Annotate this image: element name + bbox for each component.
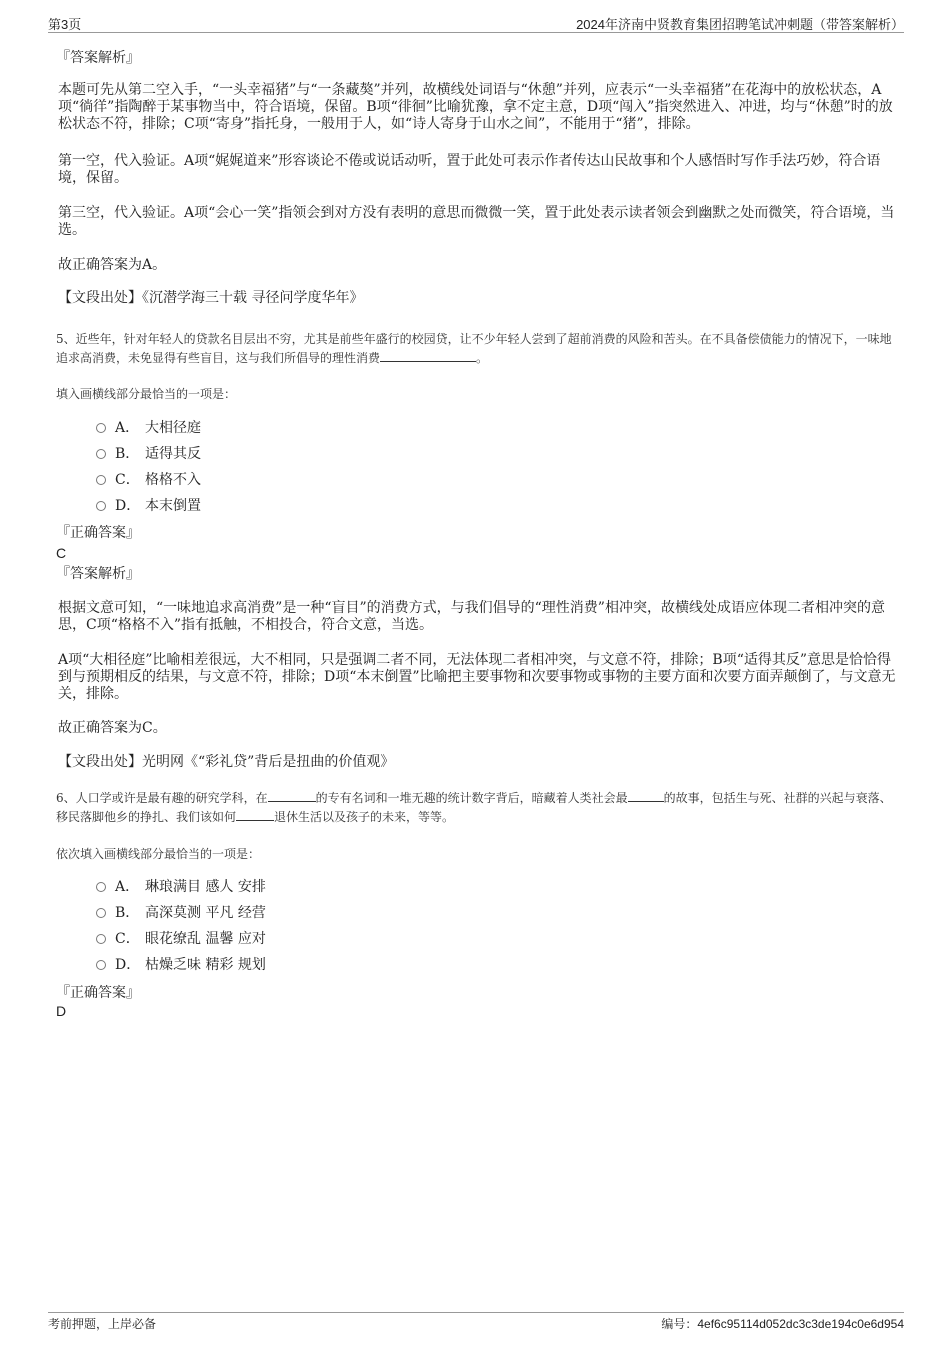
radio-icon[interactable] xyxy=(96,934,106,944)
analysis-paragraph: A项“大相径庭”比喻相差很远，大不相同，只是强调二者不同，无法体现二者相冲突，与文意不符，排除；B项“适得其反”意思是恰恰得到与预期相反的结果，与文意不符，排除；D项“本末倒置”比喻把主要事物和次要事物或事物的主要方面和次要方面弄颠倒了，与文意无关，排除。 xyxy=(58,652,896,702)
option-c[interactable]: C． 格格不入 xyxy=(96,472,201,489)
answer-blank xyxy=(236,808,274,821)
radio-icon[interactable] xyxy=(96,449,106,459)
answer-blank xyxy=(380,349,476,362)
option-b[interactable]: B． 适得其反 xyxy=(96,446,201,463)
analysis-paragraph: 第三空，代入验证。A项“会心一笑”指领会到对方没有表明的意思而微微一笑，置于此处表示读者领会到幽默之处而微笑，符合语境，当选。 xyxy=(58,205,895,238)
radio-icon[interactable] xyxy=(96,960,106,970)
question-stem: 6、人口学或许是最有趣的研究学科，在 的专有名词和一堆无趣的统计数字背后，暗藏着人类社会最 的故事，包括生与死、社群的兴起与衰落、移民落脚他乡的挣扎、我们该如何 退休生活以及孩子的未来，等等。 xyxy=(56,791,892,824)
correct-answer: D xyxy=(56,1003,67,1019)
radio-icon[interactable] xyxy=(96,908,106,918)
radio-icon[interactable] xyxy=(96,501,106,511)
analysis-tag: 『答案解析』 xyxy=(56,566,140,582)
question-instruction: 填入画横线部分最恰当的一项是： xyxy=(56,387,237,401)
radio-icon[interactable] xyxy=(96,475,106,485)
source: 【文段出处】光明网《“彩礼贷”背后是扭曲的价值观》 xyxy=(58,754,395,770)
page-header xyxy=(48,14,904,33)
analysis-tag: 『答案解析』 xyxy=(56,50,140,66)
analysis-paragraph: 根据文意可知，“一味地追求高消费”是一种“盲目”的消费方式，与我们倡导的“理性消费”相冲突，故横线处成语应体现二者相冲突的意思，C项“格格不入”指有抵触，不相投合，符合文意，当选。 xyxy=(58,600,885,633)
option-d[interactable]: D． 本末倒置 xyxy=(96,498,201,515)
conclusion: 故正确答案为C。 xyxy=(58,720,167,736)
source: 【文段出处】《沉潜学海三十载 寻径问学度华年》 xyxy=(58,290,364,306)
correct-answer: C xyxy=(56,545,67,561)
question-stem: 5、近些年，针对年轻人的贷款名目层出不穷，尤其是前些年盛行的校园贷，让不少年轻人尝到了超前消费的风险和苦头。在不具备偿债能力的情况下，一味地追求高消费，未免显得有些盲目，这与我们所倡导的理性消费 。 xyxy=(56,332,892,365)
option-a[interactable]: A． 琳琅满目 感人 安排 xyxy=(96,879,266,896)
option-d[interactable]: D． 枯燥乏味 精彩 规划 xyxy=(96,957,266,974)
option-b[interactable]: B． 高深莫测 平凡 经营 xyxy=(96,905,266,922)
footer-slogan: 考前押题，上岸必备 xyxy=(48,1317,157,1331)
question-instruction: 依次填入画横线部分最恰当的一项是： xyxy=(56,847,261,861)
document-title: 2024年济南中贤教育集团招聘笔试冲刺题（带答案解析） xyxy=(576,17,904,32)
option-c[interactable]: C． 眼花缭乱 温馨 应对 xyxy=(96,931,266,948)
correct-answer-tag: 『正确答案』 xyxy=(56,985,140,1001)
page-footer xyxy=(48,1312,904,1331)
analysis-paragraph: 第一空，代入验证。A项“娓娓道来”形容谈论不倦或说话动听，置于此处可表示作者传达山民故事和个人感悟时写作手法巧妙，符合语境，保留。 xyxy=(58,153,881,186)
correct-answer-tag: 『正确答案』 xyxy=(56,525,140,541)
answer-blank xyxy=(268,789,316,802)
answer-blank xyxy=(628,789,664,802)
conclusion: 故正确答案为A。 xyxy=(58,257,167,273)
radio-icon[interactable] xyxy=(96,882,106,892)
analysis-paragraph: 本题可先从第二空入手，“一头幸福猪”与“一条藏獒”并列，故横线处词语与“休憩”并列，应表示“一头幸福猪”在花海中的放松状态，A项“徜徉”指陶醉于某事物当中，符合语境，保留。B项“徘徊”比喻犹豫，拿不定主意，D项“闯入”指突然进入、冲进，均与“休憩”时的放松状态不符，排除；C项“寄身”指托身，一般用于人，如“诗人寄身于山水之间”，不能用于“猪”，排除。 xyxy=(58,82,893,132)
radio-icon[interactable] xyxy=(96,423,106,433)
option-a[interactable]: A． 大相径庭 xyxy=(96,420,201,437)
document-code: 编号：4ef6c95114d052dc3c3de194c0e6d954 xyxy=(661,1317,904,1331)
page-number: 第3页 xyxy=(48,17,82,32)
